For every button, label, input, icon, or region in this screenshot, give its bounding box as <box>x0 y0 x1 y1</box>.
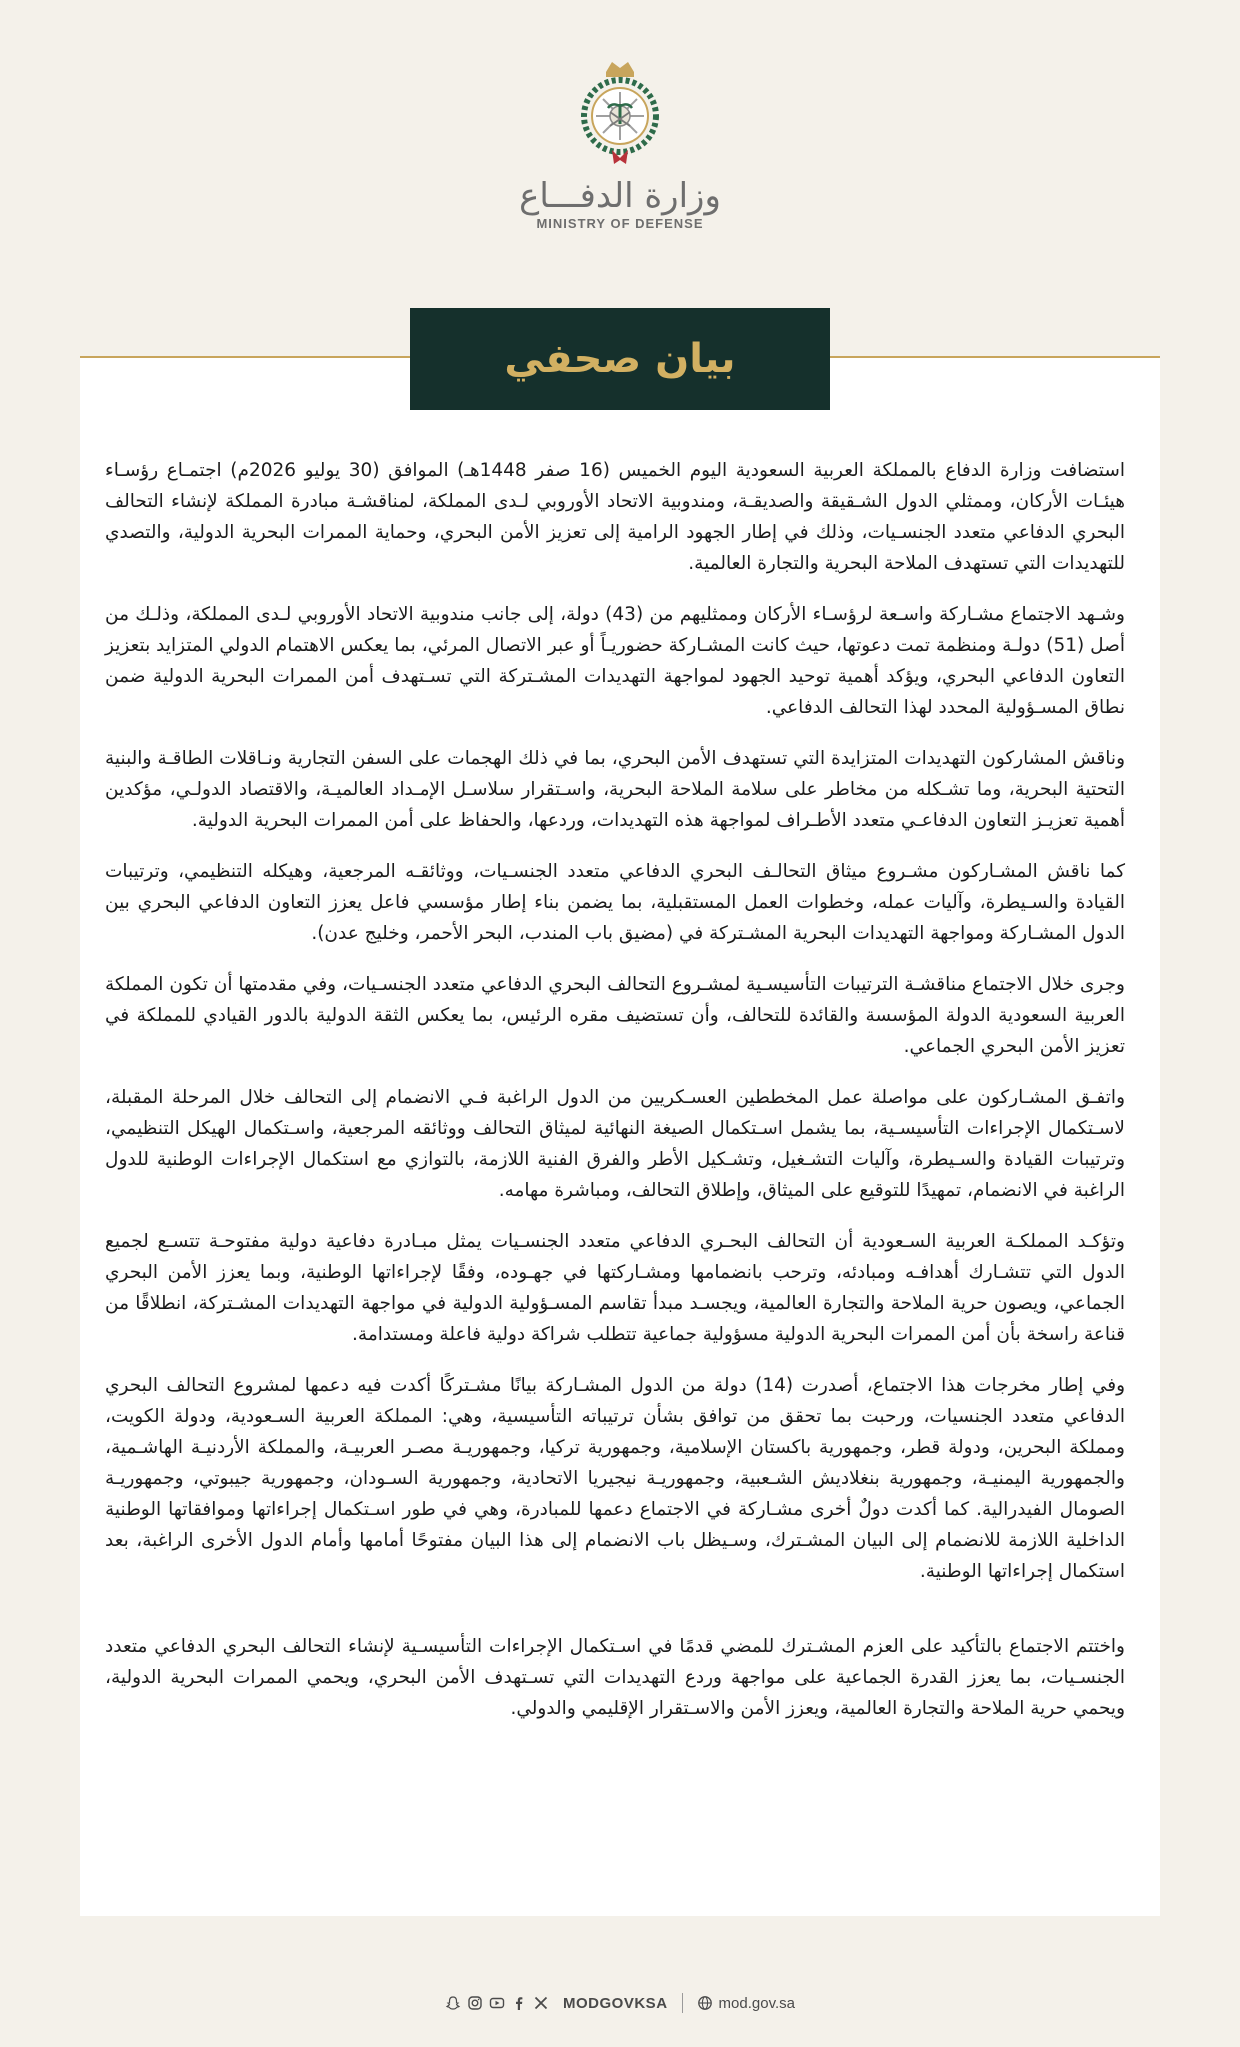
ministry-name-english: MINISTRY OF DEFENSE <box>536 216 704 231</box>
header <box>0 0 1240 300</box>
website-link[interactable] <box>697 1995 795 2012</box>
facebook-icon[interactable] <box>511 1995 527 2011</box>
social-icons <box>445 1995 549 2011</box>
title-banner <box>410 308 830 410</box>
paragraph-9: واختتم الاجتماع بالتأكيد على العزم المشـترك للمضي قدمًا في اسـتكمال الإجراءات التأسيسـية لإنشاء التحالف البحري الدفاعي متعدد الجنسـيات، بما يعزز القدرة الجماعية على مواجهة وردع التهديدات التي تسـتهدف الأمن البحري، ويحمي الممرات البحرية الدولية، ويحمي حرية الملاحة والتجارة العالمية، ويعزز الأمن والاسـتقرار الإقليمي والدولي. <box>105 1636 1125 1719</box>
page-title: بيان صحفي <box>504 336 736 382</box>
paragraph-4: كما ناقش المشـاركون مشـروع ميثاق التحالـف البحري الدفاعي متعدد الجنسـيات، ووثائقـه المرجعية، وهيكله التنظيمي، وترتيبات القيادة والسـيطرة، وآليات عمله، وخطوات العمل المستقبلية، بما يضمن بناء إطار مؤسسي فاعل يعزز التعاون الدفاعي البحري بين الدول المشـاركة ومواجهة التهديدات البحرية المشـتركة في (مضيق باب المندب، البحر الأحمر، وخليج عدن). <box>105 861 1125 944</box>
snapchat-icon[interactable] <box>445 1995 461 2011</box>
statement-body <box>105 455 1125 1744</box>
ministry-name-arabic: وزارة الدفـــاع <box>519 176 721 216</box>
instagram-icon[interactable] <box>467 1995 483 2011</box>
paragraph-5: وجرى خلال الاجتماع مناقشـة الترتيبات التأسيسـية لمشـروع التحالف البحري الدفاعي متعدد الجنسـيات، وفي مقدمتها أن تكون المملكة العربية السعودية الدولة المؤسسة والقائدة للتحالف، وأن تستضيف مقره الرئيس، بما يعكس الثقة الدولية بالدور القيادي للمملكة في تعزيز الأمن البحري الجماعي. <box>105 974 1125 1057</box>
paragraph-2: وشـهد الاجتماع مشـاركة واسـعة لرؤسـاء الأركان وممثليهم من (43) دولة، إلى جانب مندوبية الاتحاد الأوروبي لـدى المملكة، وذلـك من أصل (51) دولـة ومنظمة تمت دعوتها، حيث كانت المشـاركة حضوريـاً أو عبر الاتصال المرئي، بما يعكس الاهتمام الدولي المتزايد بتعزيز التعاون الدفاعي البحري، ويؤكد أهمية توحيد الجهود لمواجهة التهديدات المشـتركة التي تسـتهدف أمن الممرات البحرية الدولية ضمن نطاق المسـؤولية المحدد لهذا التحالف الدفاعي. <box>105 604 1125 718</box>
website-url[interactable]: mod.gov.sa <box>718 1994 795 2012</box>
globe-icon <box>697 1995 713 2011</box>
footer <box>0 1988 1240 2018</box>
social-handle[interactable]: MODGOVKSA <box>563 1994 668 2012</box>
x-icon[interactable] <box>533 1995 549 2011</box>
paragraph-1: استضافت وزارة الدفاع بالمملكة العربية السعودية اليوم الخميس (16 صفر 1448هـ) الموافق (30 يوليو 2026م) اجتمـاع رؤسـاء هيئـات الأركان، وممثلي الدول الشـقيقة والصديقـة، ومندوبية الاتحاد الأوروبي لـدى المملكة، لمناقشـة مبادرة المملكة لإنشاء التحالف البحري الدفاعي متعدد الجنسـيات، وذلك في إطار الجهود الرامية إلى تعزيز الأمن البحري، وحماية الممرات البحرية الدولية، والتصدي للتهديدات التي تستهدف الملاحة البحرية والتجارة العالمية. <box>105 460 1125 574</box>
ministry-emblem-icon <box>560 52 680 180</box>
paragraph-3: وناقش المشاركون التهديدات المتزايدة التي تستهدف الأمن البحري، بما في ذلك الهجمات على السفن التجارية ونـاقلات الطاقـة والبنية التحتية البحرية، وما تشـكله من مخاطر على سلامة الملاحة البحرية، واسـتقرار سلاسـل الإمـداد العالميـة، والاقتصاد الدولـي، مؤكدين أهمية تعزيـز التعاون الدفاعـي متعدد الأطـراف لمواجهة هذه التهديدات، وردعها، والحفاظ على أمن الممرات البحرية الدولية. <box>105 748 1125 831</box>
footer-divider <box>682 1993 683 2013</box>
paragraph-8: وفي إطار مخرجات هذا الاجتماع، أصدرت (14) دولة من الدول المشـاركة بيانًا مشـتركًا أكدت فيه دعمها لمشروع التحالف البحري الدفاعي متعدد الجنسيات، ورحبت بما تحقق من توافق بشأن ترتيباته التأسيسية، وهي: المملكة العربية السـعودية، ودولة الكويت، ومملكة البحرين، ودولة قطر، وجمهورية باكستان الإسلامية، وجمهورية تركيا، وجمهوريـة مصـر العربيـة، والمملكة الأردنيـة الهاشـمية، والجمهورية اليمنيـة، وجمهورية بنغلاديش الشـعبية، وجمهوريـة نيجيريا الاتحادية، وجمهورية السـودان، وجمهورية جيبوتي، وجمهوريـة الصومال الفيدرالية. كما أكدت دولٌ أخرى مشـاركة في الاجتماع دعمها للمبادرة، وهي في طور اسـتكمال إجراءاتها وموافقاتها الوطنية الداخلية اللازمة للانضمام إلى البيان المشـترك، وسـيظل باب الانضمام إلى هذا البيان مفتوحًا أمامها وأمام الدول الأخرى الراغبة، بعد استكمال إجراءاتها الوطنية. <box>105 1375 1125 1582</box>
paragraph-7: وتؤكـد المملكـة العربية السـعودية أن التحالف البحـري الدفاعي متعدد الجنسـيات يمثل مبـادرة دفاعية دولية مفتوحـة تتسـع لجميع الدول التي تتشـارك أهدافـه ومبادئه، وترحب بانضمامها ومشـاركتها في جهـوده، وفقًا لإجراءاتها الوطنية، وبما يعزز الأمن البحري الجماعي، ويصون حرية الملاحة والتجارة العالمية، ويجسـد مبدأ تقاسم المسـؤولية الدولية في مواجهة التهديدات المشـتركة، انطلاقًا من قناعة راسخة بأن أمن الممرات البحرية الدولية مسؤولية جماعية تتطلب شراكة دولية فاعلة ومستدامة. <box>105 1231 1125 1345</box>
paragraph-6: واتفـق المشـاركون على مواصلة عمل المخططين العسـكريين من الدول الراغبة فـي الانضمام إلى التحالف خلال المرحلة المقبلة، لاسـتكمال الإجراءات التأسيسـية، بما يشمل اسـتكمال الصيغة النهائية لميثاق التحالف ووثائقه المرجعية، واسـتكمال الهيكل التنظيمي، وترتيبات القيادة والسـيطرة، وآليات التشـغيل، وتشـكيل الأطر والفرق الفنية اللازمة، بالتوازي مع استكمال الإجراءات الوطنية للدول الراغبة في الانضمام، تمهيدًا للتوقيع على الميثاق، وإطلاق التحالف، ومباشرة مهامه. <box>105 1087 1125 1201</box>
youtube-icon[interactable] <box>489 1995 505 2011</box>
